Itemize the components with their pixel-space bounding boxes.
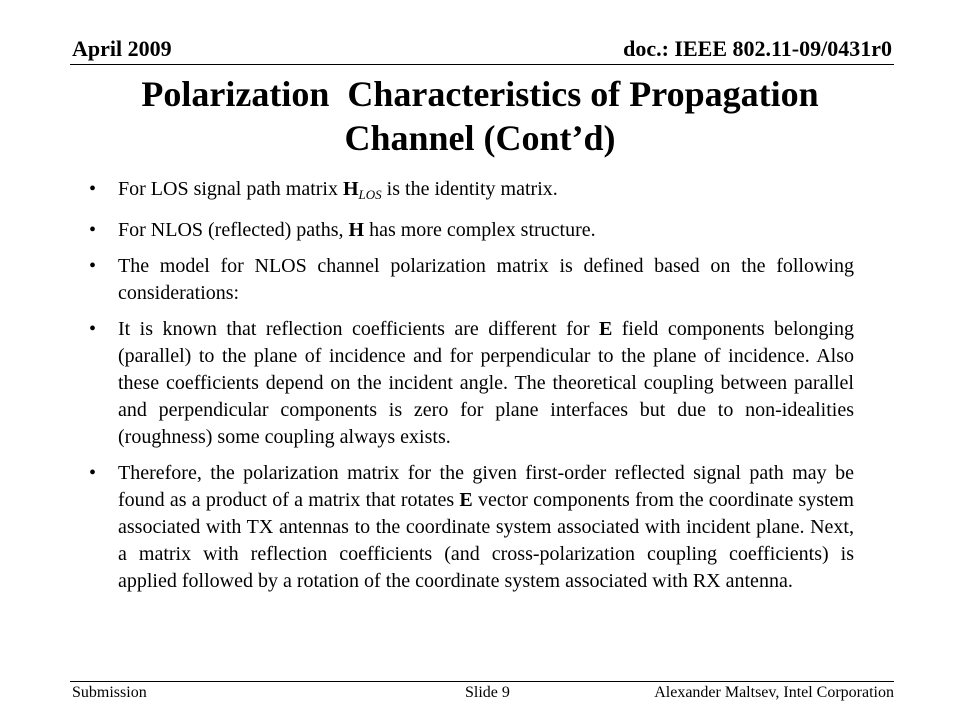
bullet-text: For LOS signal path matrix	[118, 178, 343, 200]
bullet-text: It is known that reflection coefficients are different for	[118, 318, 599, 340]
footer-submission: Submission	[72, 684, 147, 701]
bullet-bold-symbol: E	[459, 489, 473, 511]
footer-author: Alexander Maltsev, Intel Corporation	[654, 684, 894, 701]
footer-slide-number: Slide 9	[465, 684, 510, 701]
bullet-bold-symbol: H	[342, 178, 359, 200]
bullet-marker: •	[89, 462, 97, 484]
bullet-bold-symbol: H	[348, 219, 365, 241]
bullet-item	[84, 176, 854, 208]
bullet-text: field components belonging (parallel) to the plane of incidence and for perpendicular to the plane of incidence. Also these coefficients depend on the incident angle. The theoretical coupling between parallel and perpendicular components is zero for plane interfaces but due to non-idealities (roughness) some coupling always exists.	[118, 318, 854, 448]
bullet-text: vector components from the coordinate system associated with TX antennas to the coordinate system associated with incident plane. Next, a matrix with reflection coefficients (and cross-polarization coupling coefficients) is applied followed by a rotation of the coordinate system associated with RX antenna.	[118, 489, 854, 592]
bullet-text: has more complex structure.	[364, 219, 596, 241]
bullet-item	[84, 460, 854, 595]
bullet-marker: •	[89, 178, 97, 200]
slide-title-line-1: Polarization Characteristics of Propagation	[141, 74, 819, 114]
bullet-item	[84, 316, 854, 451]
slide-title	[60, 72, 900, 160]
bullet-marker: •	[89, 219, 97, 241]
bullet-marker: •	[89, 255, 97, 277]
header-date: April 2009	[72, 36, 172, 61]
bullet-marker: •	[89, 318, 97, 340]
bullet-list	[84, 176, 854, 604]
bullet-text: is the identity matrix.	[381, 178, 558, 200]
header-divider	[70, 64, 894, 65]
bullet-subscript: LOS	[358, 187, 382, 202]
bullet-text: The model for NLOS channel polarization matrix is defined based on the following considerations:	[118, 255, 854, 304]
bullet-item	[84, 217, 854, 244]
footer-divider	[70, 681, 894, 682]
slide-title-line-2: Channel (Cont’d)	[344, 118, 616, 158]
bullet-text: For NLOS (reflected) paths,	[118, 219, 349, 241]
header-doc-id: doc.: IEEE 802.11-09/0431r0	[623, 36, 892, 61]
bullet-bold-symbol: E	[598, 318, 613, 340]
bullet-text: Therefore, the polarization matrix for the given first-order reflected signal path may be found as a product of a matrix that rotates	[118, 462, 854, 511]
bullet-item	[84, 253, 854, 307]
